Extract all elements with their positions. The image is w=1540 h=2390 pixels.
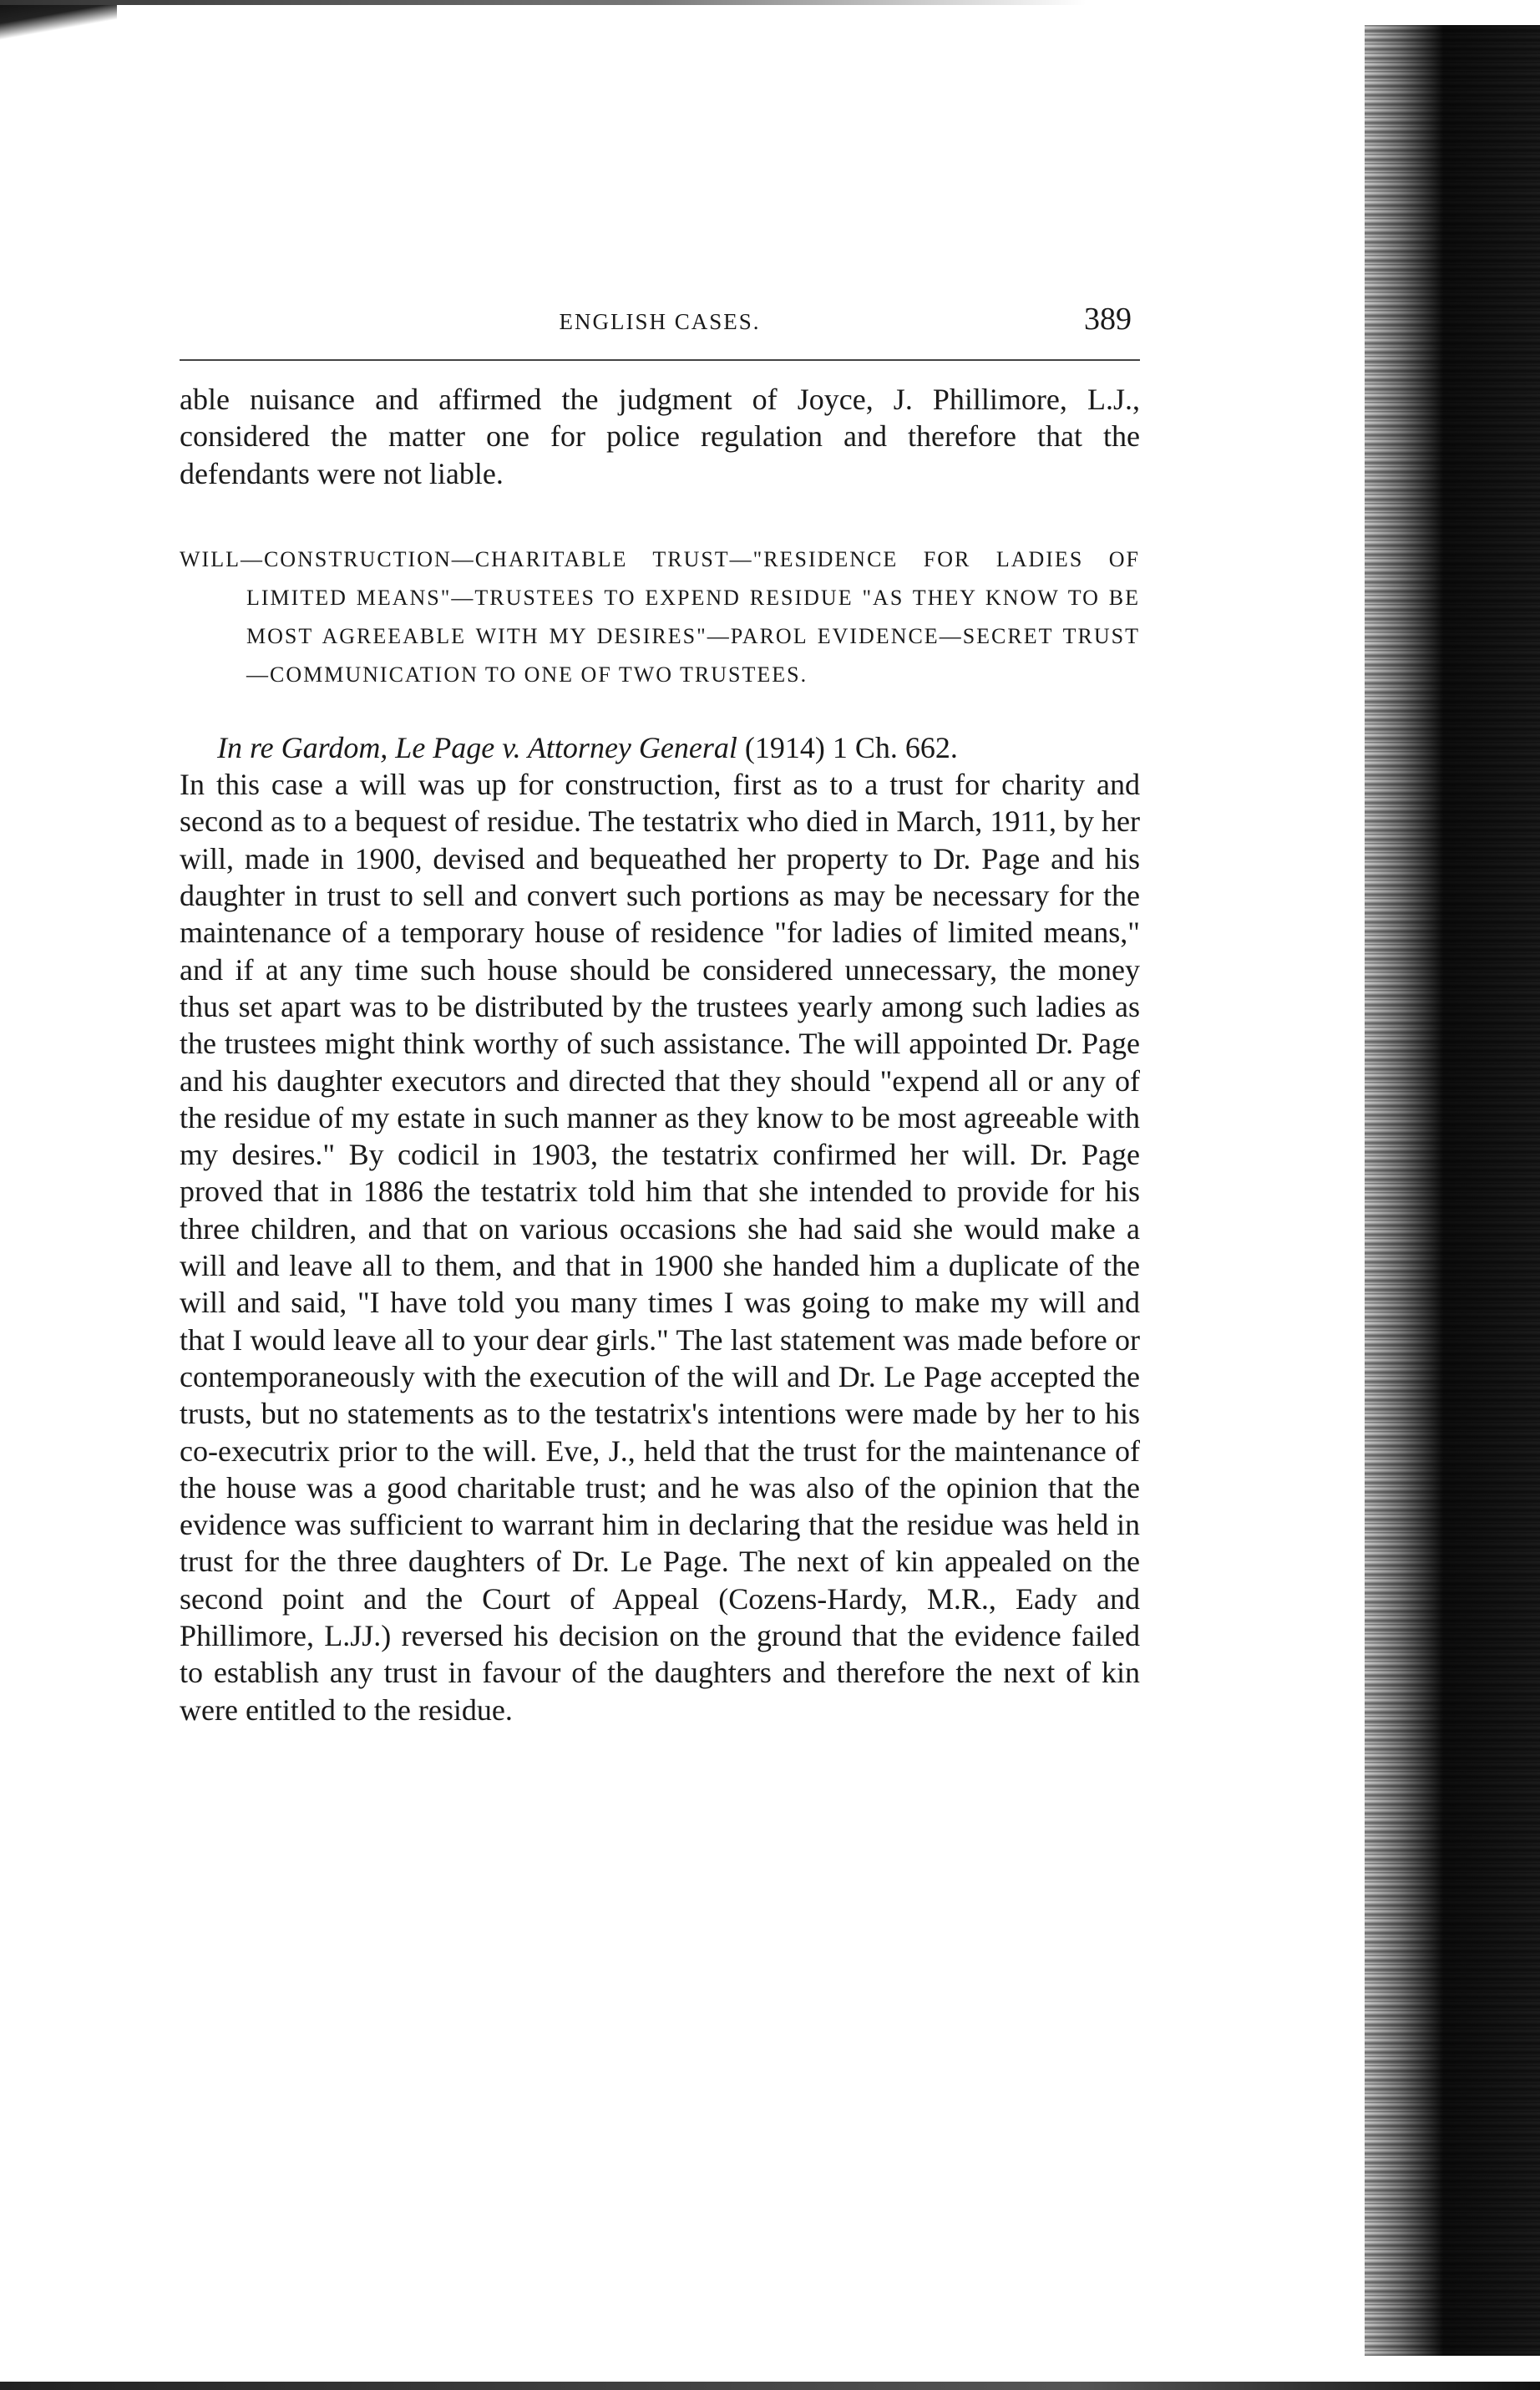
case-reporter-citation: (1914) 1 Ch. 662.	[737, 730, 958, 764]
running-title: ENGLISH CASES.	[559, 309, 761, 334]
header-rule	[180, 359, 1140, 361]
scan-bottom-edge	[0, 2382, 1540, 2390]
page-number: 389	[1084, 302, 1132, 337]
case-headnote: WILL—CONSTRUCTION—CHARITABLE TRUST—"RESIDENCE FOR LADIES OF LIMITED MEANS"—TRUSTEES TO EXPEND RESIDUE "AS THEY KNOW TO BE MOST AGREEABLE WITH MY DESIRES"—PAROL EVIDENCE—SECRET TRUST—COMMUNICATION TO ONE OF TWO TRUSTEES.	[180, 546, 1140, 687]
scan-corner-artifact	[0, 0, 117, 46]
book-page	[180, 301, 1140, 1728]
running-head	[180, 301, 1140, 351]
case-summary-paragraph: In this case a will was up for construction, first as to a trust for charity and second as to a bequest of residue. The testatrix who died in March, 1911, by her will, made in 1900, devised and bequeathed her property to Dr. Page and his daughter in trust to sell and convert such portions as may be necessary for the maintenance of a temporary house of residence "for ladies of limited means," and if at any time such house should be considered unnecessary, the money thus set apart was to be distributed by the trustees yearly among such ladies as the trustees might think worthy of such assistance. The will appointed Dr. Page and his daughter executors and directed that they should "expend all or any of the residue of my estate in such manner as they know to be most agreeable with my desires." By codicil in 1903, the testatrix confirmed her will. Dr. Page proved that in 1886 the testatrix told him that she intended to provide for his three children, and that on various occasions she had said she would make a will and leave all to them, and that in 1900 she handed him a duplicate of the will and said, "I have told you many times I was going to make my will and that I would leave all to your dear girls." The last statement was made before or contemporaneously with the execution of the will and Dr. Le Page accepted the trusts, but no statements as to the testatrix's intentions were made by her to his co-executrix prior to the will. Eve, J., held that the trust for the maintenance of the house was a good charitable trust; and he was also of the opinion that the evidence was sufficient to warrant him in declaring that the residue was held in trust for the three daughters of Dr. Le Page. The next of kin appealed on the second point and the Court of Appeal (Cozens-Hardy, M.R., Eady and Phillimore, L.JJ.) reversed his decision on the ground that the evidence failed to establish any trust in favour of the daughters and therefore the next of kin were entitled to the residue.	[180, 768, 1140, 1727]
scan-top-edge	[0, 0, 1086, 5]
case-citation	[180, 729, 1140, 766]
case-name: In re Gardom, Le Page v. Attorney General	[217, 730, 737, 764]
continuation-paragraph: able nuisance and affirmed the judgment of Joyce, J. Phillimore, L.J., considered the matter one for police regulation and therefore that the defendants were not liable.	[180, 383, 1140, 490]
book-spine-edge	[1365, 25, 1540, 2356]
